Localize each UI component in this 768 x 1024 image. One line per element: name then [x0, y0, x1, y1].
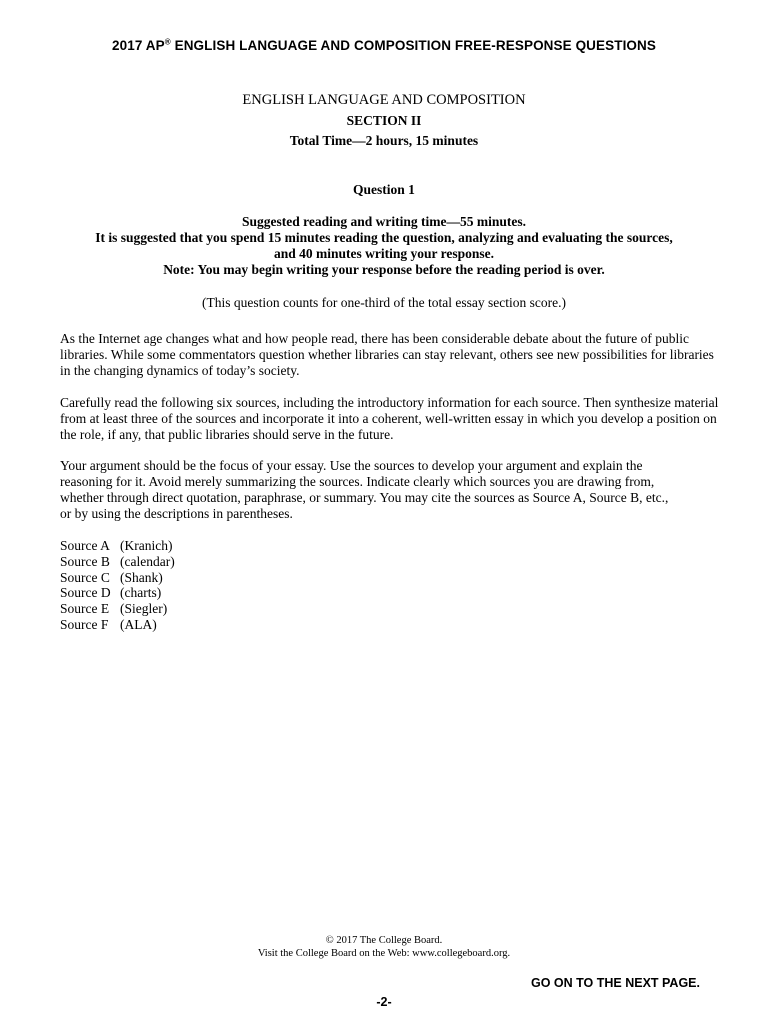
intro-paragraph: As the Internet age changes what and how people read, there has been considerable debate about the future of public libraries. While some commentators question whether libraries can stay relevant, others see new possibilities for libraries in the changing dynamics of today’s society. — [60, 331, 714, 378]
website-line: Visit the College Board on the Web: www.collegeboard.org. — [257, 948, 511, 959]
instruction-line: Note: You may begin writing your response before the reading period is over. — [163, 262, 605, 277]
page-header — [0, 38, 768, 53]
source-id: Source B — [60, 553, 110, 569]
footer-copyright — [0, 934, 768, 960]
header-prefix: 2017 AP — [112, 38, 165, 53]
source-item — [60, 538, 175, 554]
source-item — [60, 617, 175, 633]
instruction-line: It is suggested that you spend 15 minutes reading the question, analyzing and evaluating the sources, — [95, 230, 673, 245]
source-desc: (Siegler) — [120, 601, 168, 617]
source-desc: (calendar) — [120, 553, 175, 569]
exam-title: ENGLISH LANGUAGE AND COMPOSITION — [242, 92, 526, 108]
header-suffix: ENGLISH LANGUAGE AND COMPOSITION FREE-RESPONSE QUESTIONS — [170, 38, 656, 53]
section-label: SECTION II — [346, 113, 422, 128]
paragraph-line: reasoning for it. Avoid merely summarizing the sources. Indicate clearly which sources you are drawing from, — [60, 474, 655, 489]
source-id: Source E — [60, 601, 110, 617]
source-desc: (Kranich) — [120, 538, 173, 553]
source-id: Source A — [60, 538, 110, 553]
source-item — [60, 570, 175, 586]
source-id: Source D — [60, 585, 111, 601]
next-page-note: GO ON TO THE NEXT PAGE. — [530, 976, 700, 990]
page-number: -2- — [376, 995, 392, 1009]
source-item — [60, 554, 175, 570]
task-paragraph: Carefully read the following six sources, including the introductory information for each source. Then synthesize material from at least three of the sources and incorporate it into a coherent, well-written essay in which you develop a position on the role, if any, that public libraries should serve in the future. — [60, 395, 719, 442]
source-item — [60, 601, 175, 617]
instruction-line: Suggested reading and writing time—55 minutes. — [241, 214, 526, 229]
source-desc: (ALA) — [120, 616, 157, 632]
source-desc: (Shank) — [120, 569, 163, 585]
question-instructions — [0, 214, 768, 278]
paragraph-line: or by using the descriptions in parentheses. — [60, 506, 293, 521]
paragraph-line: Your argument should be the focus of your essay. Use the sources to develop your argument and explain the — [60, 458, 643, 473]
paragraph-line: whether through direct quotation, paraphrase, or summary. You may cite the sources as Source A, Source B, etc., — [60, 490, 669, 505]
registered-mark: ® — [164, 37, 171, 47]
total-time: Total Time—2 hours, 15 minutes — [289, 133, 479, 148]
score-weight-note: (This question counts for one-third of the total essay section score.) — [201, 295, 567, 310]
instruction-line: and 40 minutes writing your response. — [273, 246, 495, 261]
source-id: Source C — [60, 569, 110, 585]
source-desc: (charts) — [120, 585, 162, 601]
source-item — [60, 585, 175, 601]
argument-paragraph — [60, 458, 720, 522]
source-id: Source F — [60, 616, 109, 632]
source-list — [60, 538, 175, 633]
question-label: Question 1 — [353, 182, 415, 197]
copyright-line: © 2017 The College Board. — [325, 935, 443, 946]
